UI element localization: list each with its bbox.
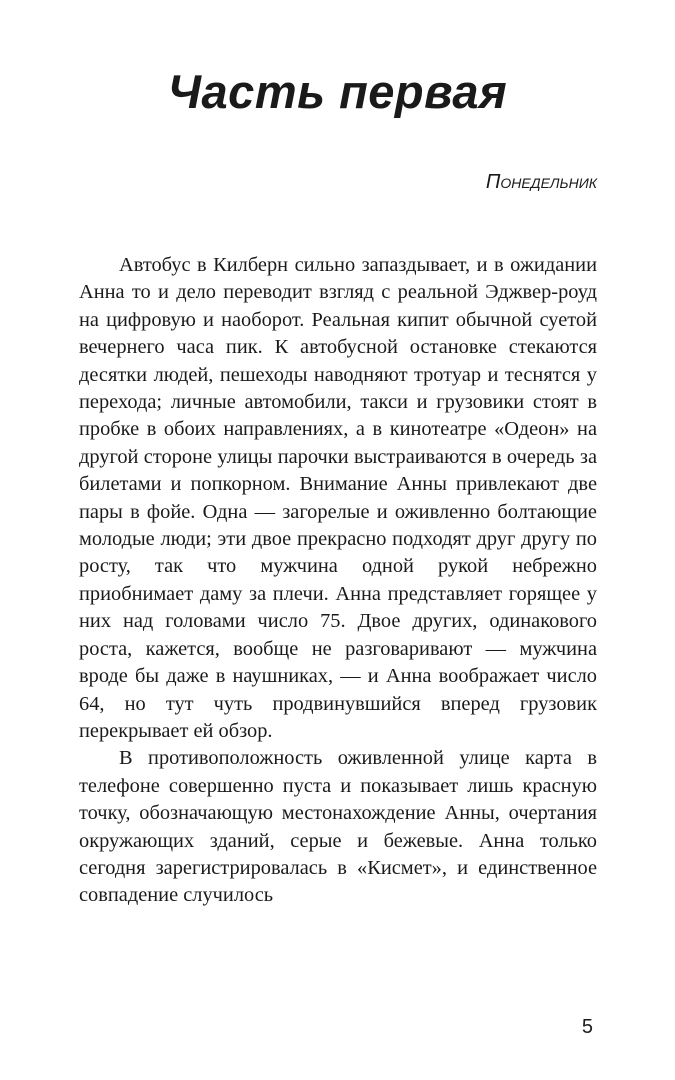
paragraph: В противоположность оживленной улице карта в телефоне совершенно пуста и показывает лишь красную точку, обозначающую местонахождение Анны, очертания окружающих зданий, серые и бежевые. Анна только сегодня зарегистрировалась в «Кисмет», и единственное совпадение случилось (79, 747, 597, 907)
body-text (79, 252, 597, 910)
paragraph: Автобус в Килберн сильно запаздывает, и в ожидании Анна то и дело переводит взгляд с реальной Эджвер-роуд на цифровую и наоборот. Реальная кипит обычной суетой вечернего часа пик. К автобусной остановке стекаются десятки людей, пешеходы наводняют тротуар и теснятся у перехода; личные автомобили, такси и грузовики стоят в пробке в обоих направлениях, а в кинотеатре «Одеон» на другой стороне улицы парочки выстраиваются в очередь за билетами и попкорном. Внимание Анны привлекают две пары в фойе. Одна — загорелые и оживленно болтающие молодые люди; эти двое прекрасно подходят друг другу по росту, так что мужчина одной рукой небрежно приобнимает даму за плечи. Анна представляет горящее у них над головами число 75. Двое других, одинакового роста, кажется, вообще не разговаривают — мужчина вроде бы даже в наушниках, — и Анна воображает число 64, но тут чуть продвинувшийся вперед грузовик перекрывает ей обзор. (79, 254, 597, 742)
page-number: 5 (581, 1016, 593, 1038)
chapter-title: Часть первая (167, 65, 508, 118)
section-label: Понедельник (485, 171, 597, 193)
